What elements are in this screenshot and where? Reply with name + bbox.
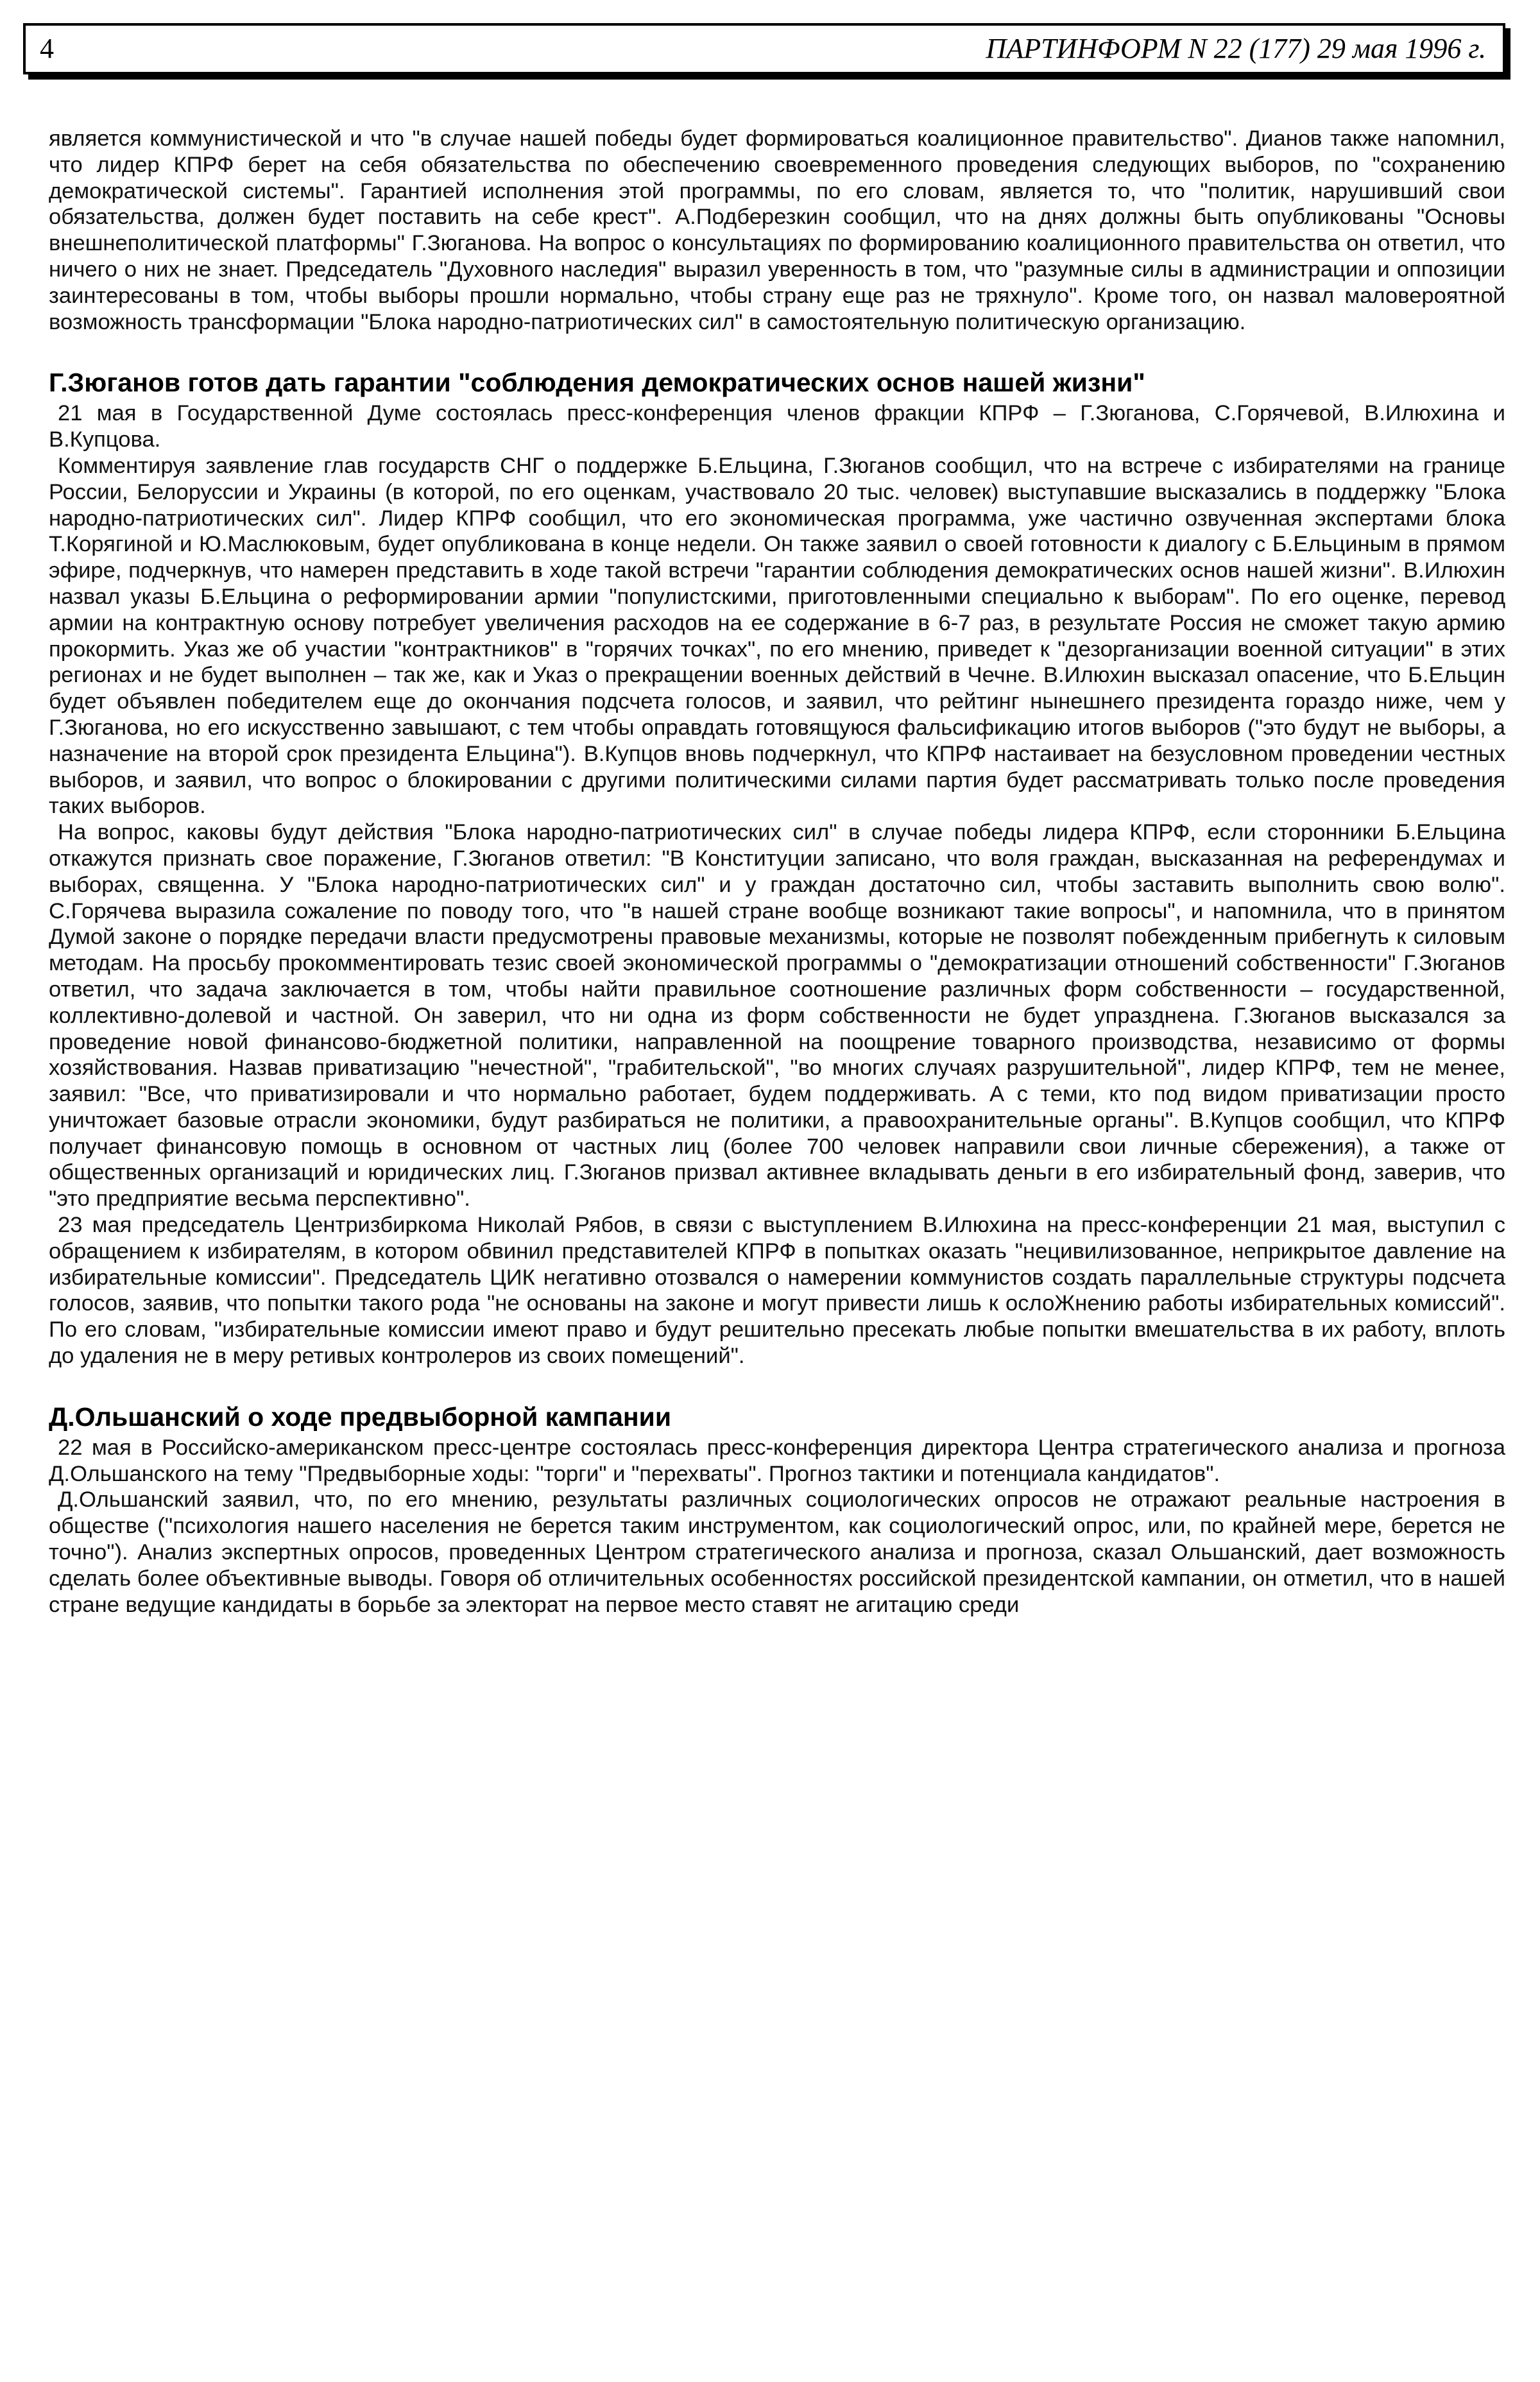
article-body xyxy=(49,126,1505,1618)
article1-paragraph-2: Комментируя заявление глав государств СНГ о поддержке Б.Ельцина, Г.Зюганов сообщил, что на встрече с избирателями на границе России, Белоруссии и Украины (в которой, по его оценкам, участвовало 20 тыс. человек) выступавшие высказались в поддержку "Блока народно-патриотических сил". Лидер КПРФ сообщил, что его экономическая программа, уже частично озвученная экспертами блока Т.Корягиной и Ю.Маслюковым, будет опубликована в конце недели. Он также заявил о своей готовности к диалогу с Б.Ельциным в прямом эфире, подчеркнув, что намерен представить в ходе такой встречи "гарантии соблюдения демократических основ нашей жизни". В.Илюхин назвал указы Б.Ельцина о реформировании армии "популистскими, приготовленными специально к выборам". По его оценке, перевод армии на контрактную основу потребует увеличения расходов на ее содержание в 6-7 раз, в результате Россия не сможет такую армию прокормить. Указ же об участии "контрактников" в "горячих точках", по его мнению, приведет к "дезорганизации военной ситуации" в этих регионах и не будет выполнен – так же, как и Указ о прекращении военных действий в Чечне. В.Илюхин высказал опасение, что Б.Ельцин будет объявлен победителем еще до окончания подсчета голосов, и заявил, что рейтинг нынешнего президента гораздо ниже, чем у Г.Зюганова, но его искусственно завышают, с тем чтобы оправдать готовящуюся фальсификацию итогов выборов ("это будут не выборы, а назначение на второй срок президента Ельцина"). В.Купцов вновь подчеркнул, что КПРФ настаивает на безусловном проведении честных выборов, и заявил, что вопрос о блокировании с другими политическими силами партия будет рассматривать только после проведения таких выборов. xyxy=(49,453,1505,819)
article1-paragraph-4: 23 мая председатель Центризбиркома Николай Рябов, в связи с выступлением В.Илюхина на пресс-конференции 21 мая, выступил с обращением к избирателям, в котором обвинил представителей КПРФ в попытках оказать "нецивилизованное, неприкрытое давление на избирательные комиссии". Председатель ЦИК негативно отозвался о намерении коммунистов создать параллельные структуры подсчета голосов, заявив, что попытки такого рода "не основаны на законе и могут привести лишь к ослоЖнению работы избирательных комиссий". По его словам, "избирательные комиссии имеют право и будут решительно пресекать любые попытки вмешательства в их работу, вплоть до удаления не в меру ретивых контролеров из своих помещений". xyxy=(49,1213,1505,1369)
article-heading-zyuganov: Г.Зюганов готов дать гарантии "соблюдения демократических основ нашей жизни" xyxy=(49,368,1145,398)
intro-paragraph: является коммунистической и что "в случае нашей победы будет формироваться коалиционное правительство". Дианов также напомнил, что лидер КПРФ берет на себя обязательства по обеспечению своевременного проведения следующих выборов, по "сохранению демократической системы". Гарантией исполнения этой программы, по его словам, является то, что "политик, нарушивший свои обязательства, должен будет поставить на себе крест". А.Подберезкин сообщил, что на днях должны быть опубликованы "Основы внешнеполитической платформы" Г.Зюганова. На вопрос о консультациях по формированию коалиционного правительства он ответил, что ничего о них не знает. Председатель "Духовного наследия" выразил уверенность в том, что "разумные силы в администрации и оппозиции заинтересованы в том, чтобы выборы прошли нормально, чтобы страну еще раз не тряхнуло". Кроме того, он назвал маловероятной возможность трансформации "Блока народно-патриотических сил" в самостоятельную политическую организацию. xyxy=(49,126,1505,334)
page-header xyxy=(23,23,1505,74)
publication-title: ПАРТИНФОРМ N 22 (177) 29 мая 1996 г. xyxy=(986,33,1486,64)
article1-paragraph-3: На вопрос, каковы будут действия "Блока народно-патриотических сил" в случае победы лидера КПРФ, если сторонники Б.Ельцина откажутся признать свое поражение, Г.Зюганов ответил: "В Конституции записано, что воля граждан, высказанная на референдумах и выборах, священна. У "Блока народно-патриотических сил" и у граждан достаточно сил, чтобы заставить выполнить свою волю". С.Горячева выразила сожаление по поводу того, что "в нашей стране вообще возникают такие вопросы", и напомнила, что в принятом Думой законе о порядке передачи власти предусмотрены правовые механизмы, которые не позволят побежденным прибегнуть к силовым методам. На просьбу прокомментировать тезис своей экономической программы о "демократизации отношений собственности" Г.Зюганов ответил, что задача заключается в том, чтобы найти правильное соотношение различных форм собственности – государственной, коллективно-долевой и частной. Он заверил, что ни одна из форм собственности не будет упразднена. Г.Зюганов высказался за проведение новой финансово-бюджетной политики, направленной на поощрение товарного производства, независимо от формы хозяйствования. Назвав приватизацию "нечестной", "грабительской", "во многих случаях разрушительной", лидер КПРФ, тем не менее, заявил: "Все, что приватизировали и что нормально работает, будем поддерживать. А с теми, кто под видом приватизации просто уничтожает базовые отрасли экономики, будут разбираться не политики, а правоохранительные органы". В.Купцов сообщил, что КПРФ получает финансовую помощь в основном от частных лиц (более 700 человек направили свои личные сбережения), а также от общественных организаций и юридических лиц. Г.Зюганов призвал активнее вкладывать деньги в его избирательный фонд, заверив, что "это предприятие весьма перспективно". xyxy=(49,820,1505,1212)
article2-paragraph-2: Д.Ольшанский заявил, что, по его мнению, результаты различных социологических опросов не отражают реальные настроения в обществе ("психология нашего населения не берется таким инструментом, как социологический опрос, или, по крайней мере, берется не точно"). Анализ экспертных опросов, проведенных Центром стратегического анализа и прогноза, сказал Ольшанский, дает возможность сделать более объективные выводы. Говоря об отличительных особенностях российской президентской кампании, он отметил, что в нашей стране ведущие кандидаты в борьбе за электорат на первое место ставят не агитацию среди xyxy=(49,1487,1505,1617)
article1-paragraph-1: 21 мая в Государственной Думе состоялась пресс-конференция членов фракции КПРФ – Г.Зюганова, С.Горячевой, В.Илюхина и В.Купцова. xyxy=(49,401,1505,452)
article-heading-olshansky: Д.Ольшанский о ходе предвыборной кампании xyxy=(49,1401,672,1432)
page-number: 4 xyxy=(40,33,54,64)
article2-paragraph-1: 22 мая в Российско-американском пресс-центре состоялась пресс-конференция директора Центра стратегического анализа и прогноза Д.Ольшанского на тему "Предвыборные ходы: "торги" и "перехваты". Прогноз тактики и потенциала кандидатов". xyxy=(49,1435,1505,1486)
